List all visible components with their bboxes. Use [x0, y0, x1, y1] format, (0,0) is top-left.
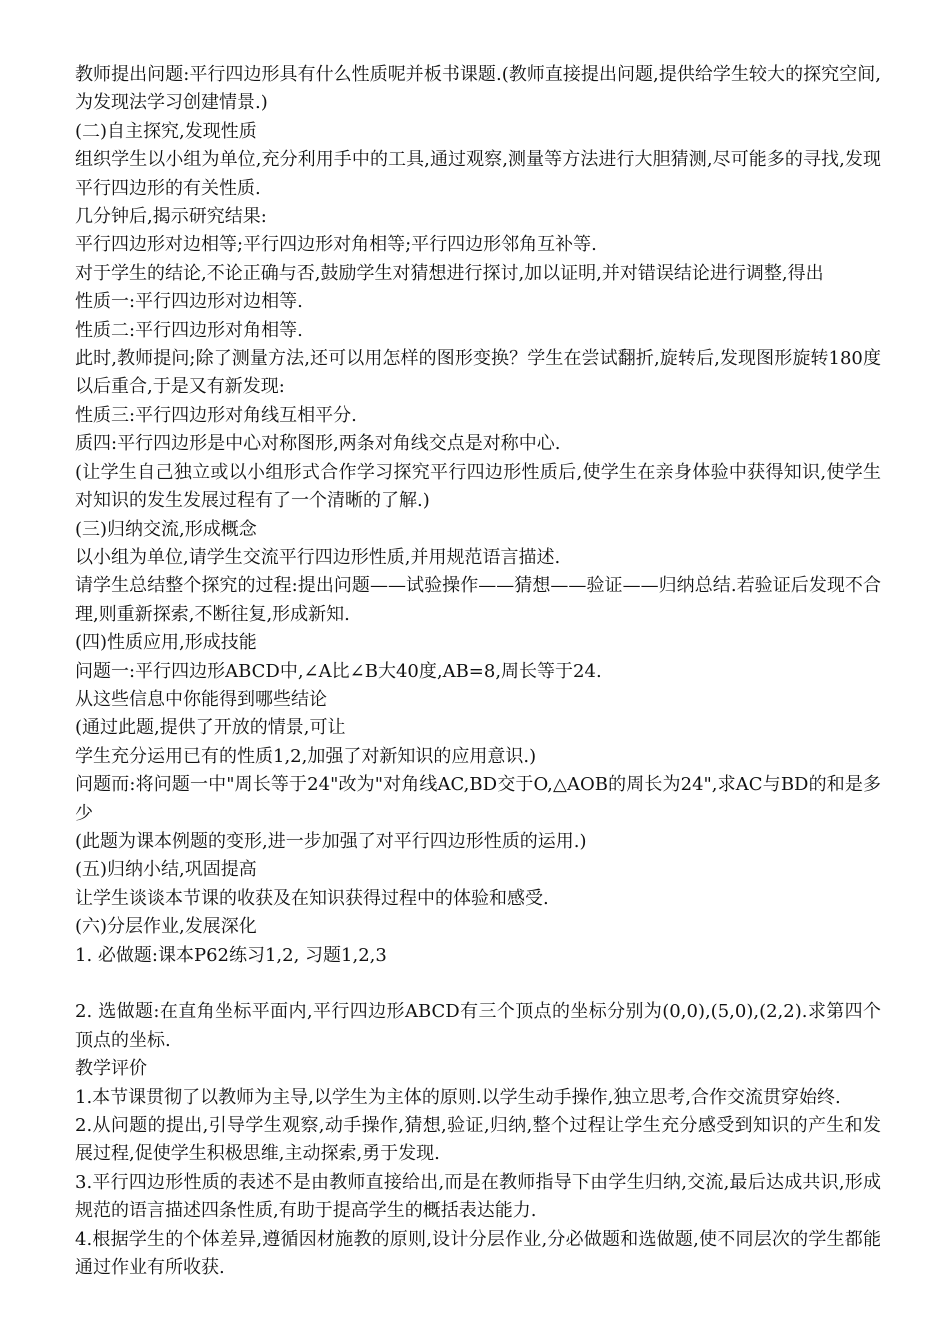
paragraph: 学生充分运用已有的性质1,2,加强了对新知识的应用意识.): [75, 745, 537, 767]
evaluation-item: 2.从问题的提出,引导学生观察,动手操作,猜想,验证,归纳,整个过程让学生充分感受到知识的产生和发展过程,促使学生积极思维,主动探索,勇于发现.: [75, 1115, 881, 1165]
paragraph: 让学生谈谈本节课的收获及在知识获得过程中的体验和感受.: [75, 887, 549, 909]
problem-two: 问题而:将问题一中"周长等于24"改为"对角线AC,BD交于O,△AOB的周长为24",求AC与BD的和是多少: [75, 774, 881, 824]
evaluation-item: 3.平行四边形性质的表述不是由教师直接给出,而是在教师指导下由学生归纳,交流,最后达成共识,形成规范的语言描述四条性质,有助于提高学生的概括表达能力.: [75, 1171, 881, 1222]
evaluation-heading: 教学评价: [75, 1058, 147, 1080]
evaluation-item: 4.根据学生的个体差异,遵循因材施教的原则,设计分层作业,分必做题和选做题,使不同层次的学生都能通过作业有所收获.: [75, 1228, 881, 1279]
paragraph: 组织学生以小组为单位,充分利用手中的工具,通过观察,测量等方法进行大胆猜测,尽可能多的寻找,发现平行四边形的有关性质.: [75, 149, 881, 199]
paragraph: 此时,教师提问;除了测量方法,还可以用怎样的图形变换？学生在尝试翻折,旋转后,发现图形旋转180度以后重合,于是又有新发现:: [75, 348, 881, 398]
paragraph: 请学生总结整个探究的过程:提出问题——试验操作——猜想——验证——归纳总结.若验证后发现不合理,则重新探索,不断往复,形成新知.: [75, 575, 881, 625]
section-heading-6: (六)分层作业,发展深化: [75, 916, 257, 938]
paragraph: (让学生自己独立或以小组形式合作学习探究平行四边形性质后,使学生在亲身体验中获得知识,使学生对知识的发生发展过程有了一个清晰的了解.): [75, 461, 881, 512]
paragraph: (通过此题,提供了开放的情景,可让: [75, 717, 346, 739]
paragraph: 对于学生的结论,不论正确与否,鼓励学生对猜想进行探讨,加以证明,并对错误结论进行调整,得出: [75, 262, 824, 284]
section-heading-4: (四)性质应用,形成技能: [75, 632, 257, 654]
paragraph: 几分钟后,揭示研究结果:: [75, 206, 267, 228]
paragraph-intro-question: 教师提出问题:平行四边形具有什么性质呢并板书课题.(教师直接提出问题,提供给学生较大的探究空间,为发现法学习创建情景.): [75, 64, 881, 114]
property-two: 性质二:平行四边形对角相等.: [75, 319, 303, 341]
document-body: [75, 61, 881, 1282]
section-heading-5: (五)归纳小结,巩固提高: [75, 859, 257, 881]
property-one: 性质一:平行四边形对边相等.: [75, 291, 303, 313]
homework-required: 1. 必做题:课本P62练习1,2, 习题1,2,3: [75, 944, 387, 966]
section-heading-2: (二)自主探究,发现性质: [75, 120, 257, 142]
problem-one: 问题一:平行四边形ABCD中,∠A比∠B大40度,AB=8,周长等于24.: [75, 660, 602, 682]
paragraph: (此题为课本例题的变形,进一步加强了对平行四边形性质的运用.): [75, 830, 587, 852]
section-heading-3: (三)归纳交流,形成概念: [75, 518, 257, 540]
paragraph: 以小组为单位,请学生交流平行四边形性质,并用规范语言描述.: [75, 546, 561, 568]
evaluation-item: 1.本节课贯彻了以教师为主导,以学生为主体的原则.以学生动手操作,独立思考,合作交流贯穿始终.: [75, 1086, 841, 1108]
property-three: 性质三:平行四边形对角线互相平分.: [75, 404, 357, 426]
property-four: 质四:平行四边形是中心对称图形,两条对角线交点是对称中心.: [75, 433, 561, 455]
homework-optional: 2. 选做题:在直角坐标平面内,平行四边形ABCD有三个顶点的坐标分别为(0,0),(5,0),(2,2).求第四个顶点的坐标.: [75, 1001, 881, 1051]
paragraph: 从这些信息中你能得到哪些结论: [75, 688, 327, 710]
paragraph: 平行四边形对边相等;平行四边形对角相等;平行四边形邻角互补等.: [75, 234, 597, 256]
